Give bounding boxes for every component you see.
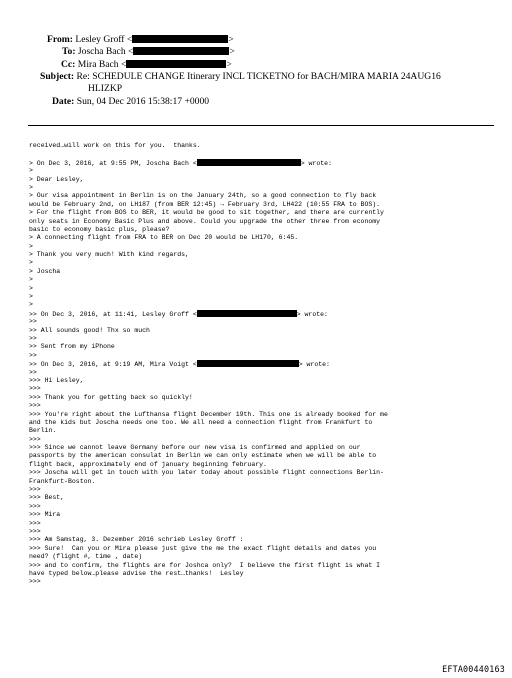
- from-close: >: [228, 34, 234, 45]
- body-line: >>>: [29, 527, 41, 535]
- body-line: [29, 150, 501, 158]
- body-line: >>> Hi Lesley,: [29, 376, 84, 384]
- cc-row: [61, 59, 232, 70]
- body-line: received…will work on this for you. thanks.: [29, 142, 201, 149]
- bates-number: EFTA00440163: [442, 664, 505, 674]
- email-body: [29, 142, 501, 587]
- body-line: > Joscha: [29, 267, 61, 275]
- body-line: >: [29, 284, 33, 292]
- body-line: >>>: [29, 486, 41, 494]
- body-line: >>>: [29, 502, 41, 510]
- body-line: >> All sounds good! Thx so much: [29, 326, 150, 334]
- body-line: >>>: [29, 402, 41, 410]
- to-close: >: [229, 46, 235, 57]
- quote-header-suffix: > wrote:: [300, 159, 332, 167]
- quote-header-text: > On Dec 3, 2016, at 9:55 PM, Joscha Bach <: [29, 159, 197, 167]
- body-line: >>> and to confirm, the flights are for Joshca only? I believe the first flight is what I: [29, 561, 381, 569]
- body-line: need? (flight #, time , date): [29, 553, 143, 561]
- body-line: >: [29, 183, 33, 191]
- body-line: > A connecting flight from FRA to BER on Dec 20 would be LH170, 6:45.: [29, 234, 299, 242]
- redaction-bar: [197, 310, 297, 317]
- body-line: >: [29, 242, 33, 250]
- cc-value: Mira Bach <: [77, 59, 127, 70]
- body-line: >>: [29, 334, 37, 342]
- body-line: > Dear Lesley,: [29, 175, 84, 183]
- body-line: >>> Am Samstag, 3. Dezember 2016 schrieb Lesley Groff :: [29, 536, 244, 544]
- body-line: >: [29, 167, 33, 175]
- body-line: Frankfurt-Boston.: [29, 477, 96, 485]
- subject-row: [40, 71, 441, 82]
- subject-continuation: HLIZKP: [88, 83, 123, 94]
- body-line: Berlin.: [29, 427, 57, 435]
- date-value: Sun, 04 Dec 2016 15:38:17 +0000: [76, 96, 210, 107]
- body-line: >: [29, 276, 33, 284]
- body-line: >>> Mira: [29, 511, 61, 519]
- redaction-bar: [133, 47, 229, 55]
- cc-close: >: [226, 59, 232, 70]
- body-line: >>>: [29, 578, 41, 586]
- body-line: >>> Sure! Can you or Mira please just give the me the exact flight details and dates you: [29, 544, 377, 552]
- date-row: [52, 96, 209, 107]
- redaction-bar: [197, 360, 299, 367]
- quote-header-text: >> On Dec 3, 2016, at 11:41, Lesley Groff <: [29, 310, 197, 318]
- body-line: >>> Thank you for getting back so quickly!: [29, 393, 193, 401]
- body-line: >>> Since we cannot leave Germany before our new visa is confirmed and applied on our: [29, 444, 361, 452]
- body-line: have typed below…please advise the rest…thanks! Lesley: [29, 569, 244, 577]
- to-label: To:: [62, 46, 76, 57]
- body-line: basic to economy basic plus, please?: [29, 225, 170, 233]
- body-line: [29, 360, 501, 368]
- redaction-bar: [126, 60, 226, 68]
- body-line: only seats in Economy Basic Plus and above. Could you upgrade the other three from economy: [29, 217, 381, 225]
- body-line: >>: [29, 368, 37, 376]
- body-line: [29, 159, 501, 167]
- body-line: >: [29, 293, 33, 301]
- quote-header-text: >> On Dec 3, 2016, at 9:19 AM, Mira Voigt <: [29, 361, 197, 369]
- body-line: >>>: [29, 385, 41, 393]
- body-line: >> Sent from my iPhone: [29, 343, 115, 351]
- body-line: would be February 2nd, on LH187 (from BER 12:45) → February 3rd, LH422 (10:55 FRA to BOS).: [29, 200, 381, 208]
- subject-label: Subject:: [40, 71, 75, 82]
- body-line: >>: [29, 318, 37, 326]
- from-label: From:: [47, 34, 73, 45]
- date-label: Date:: [52, 96, 75, 107]
- body-line: >>>: [29, 519, 41, 527]
- cc-label: Cc:: [61, 59, 76, 70]
- body-line: [29, 310, 501, 318]
- body-line: passports by the american consulat in Berlin we can only estimate when we will be able to: [29, 452, 377, 460]
- body-line: and the kids but Joscha needs one too. We all need a connection flight from Frankfurt to: [29, 418, 373, 426]
- body-line: > For the flight from BOS to BER, it would be good to sit together, and there are currently: [29, 209, 384, 217]
- body-line: > Thank you very much! With kind regards,: [29, 251, 189, 259]
- body-line: >>> Joscha will get in touch with you later today about possible flight connections Berlin-: [29, 469, 384, 477]
- header-divider: [28, 125, 494, 126]
- quote-header-suffix: > wrote:: [296, 310, 328, 318]
- body-line: >>> Best,: [29, 494, 65, 502]
- to-value: Joscha Bach <: [77, 46, 134, 57]
- body-line: >>>: [29, 435, 41, 443]
- from-row: [47, 34, 234, 45]
- body-line: >>> You're right about the Lufthansa flight December 19th. This one is already booked for me: [29, 410, 388, 418]
- from-value: Lesley Groff <: [75, 34, 133, 45]
- body-line: > Our visa appointment in Berlin is on the January 24th, so a good connection to fly back: [29, 192, 377, 200]
- subject-value: Re: SCHEDULE CHANGE Itinerary INCL TICKETNO for BACH/MIRA MARIA 24AUG16: [76, 71, 441, 82]
- body-line: >>: [29, 351, 37, 359]
- redaction-bar: [132, 35, 228, 43]
- to-row: [62, 46, 235, 57]
- body-line: >: [29, 301, 33, 309]
- redaction-bar: [197, 159, 301, 166]
- quote-header-suffix: > wrote:: [298, 361, 330, 369]
- body-line: >: [29, 259, 33, 267]
- body-line: flight back, approximately end of january beginning february.: [29, 460, 267, 468]
